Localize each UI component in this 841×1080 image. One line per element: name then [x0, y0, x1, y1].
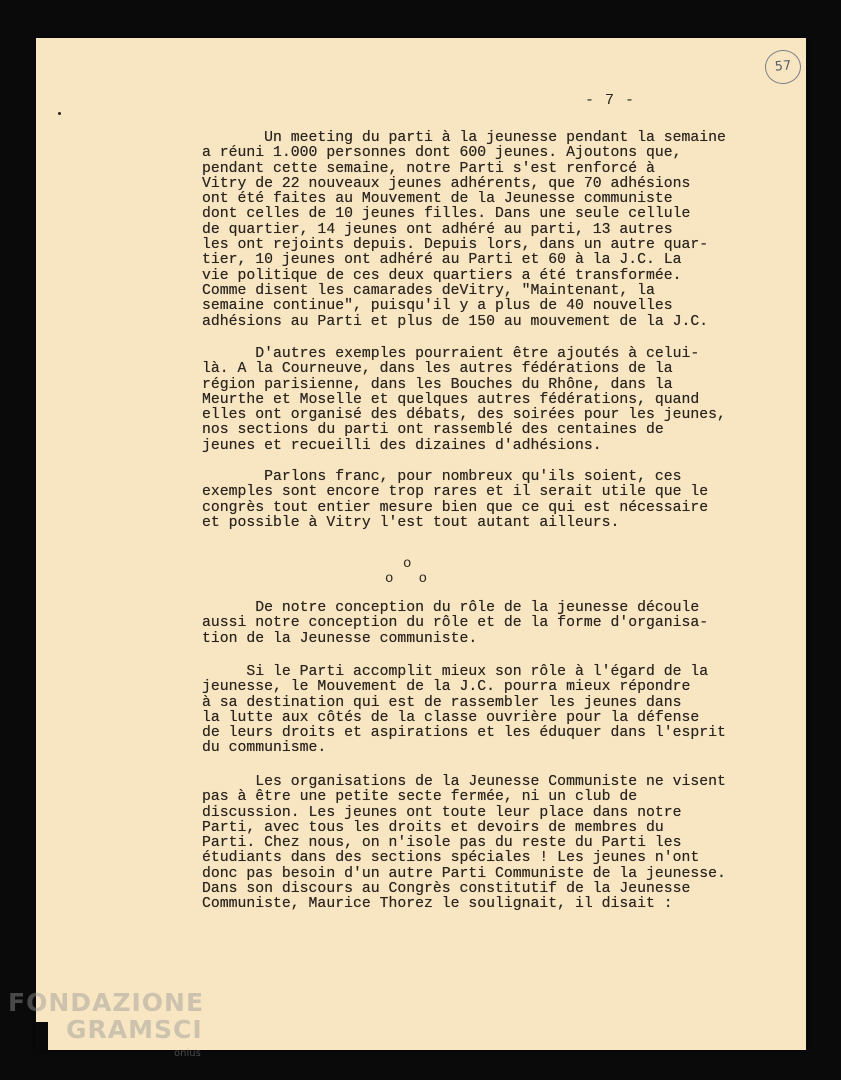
archive-stamp: 57 — [764, 49, 802, 85]
text-line: exemples sont encore trop rares et il serait utile que le — [202, 484, 709, 501]
watermark-line-1: FONDAZIONE — [8, 988, 205, 1017]
separator-top-mark: o — [403, 556, 412, 572]
archive-watermark — [8, 988, 205, 1059]
text-line: Parti, avec tous les droits et devoirs de membres du — [202, 819, 664, 836]
text-line: adhésions au Parti et plus de 150 au mouvement de la J.C. — [202, 313, 709, 330]
text-line: elles ont organisé des débats, des soirées pour les jeunes, — [202, 407, 726, 424]
text-line: aussi notre conception du rôle et de la forme d'organisa- — [202, 615, 709, 632]
text-line: jeunes et recueilli des dizaines d'adhésions. — [202, 437, 602, 454]
text-line: Les organisations de la Jeunesse Communiste ne visent — [202, 774, 726, 790]
text-line: pendant cette semaine, notre Parti s'est renforcé à — [202, 160, 655, 177]
text-line: à sa destination qui est de rassembler les jeunes dans — [202, 694, 682, 711]
text-line: la lutte aux côtés de la classe ouvrière pour la défense — [202, 709, 700, 726]
text-line: Comme disent les camarades deVitry, "Maintenant, la — [202, 282, 655, 299]
text-line: Meurthe et Moselle et quelques autres fédérations, quand — [202, 391, 700, 408]
text-line: Vitry de 22 nouveaux jeunes adhérents, que 70 adhésions — [202, 175, 691, 192]
paragraph-meeting — [202, 131, 768, 330]
text-line: de leurs droits et aspirations et les éduquer dans l'esprit — [202, 725, 726, 742]
text-line: nos sections du parti ont rassemblé des centaines de — [202, 422, 664, 439]
ink-speck — [58, 112, 61, 115]
text-line: a réuni 1.000 personnes dont 600 jeunes. Ajoutons que, — [202, 145, 682, 162]
text-line: pas à être une petite secte fermée, ni un club de — [202, 789, 638, 806]
page-number: - 7 - — [585, 92, 636, 109]
text-line: Parlons franc, pour nombreux qu'ils soient, ces — [202, 469, 682, 485]
text-line: là. A la Courneuve, dans les autres fédérations de la — [202, 361, 673, 378]
text-line: Dans son discours au Congrès constitutif de la Jeunesse — [202, 881, 691, 898]
text-line: ont été faites au Mouvement de la Jeunesse communiste — [202, 191, 673, 208]
text-line: vie politique de ces deux quartiers a été transformée. — [202, 267, 682, 284]
watermark-suffix: onlus — [174, 1048, 201, 1059]
text-line: de quartier, 14 jeunes ont adhéré au parti, 13 autres — [202, 221, 673, 238]
text-line: donc pas besoin d'un autre Parti Communiste de la jeunesse. — [202, 865, 726, 882]
paragraph-organisations — [202, 775, 768, 913]
separator-bottom-marks: o o — [385, 571, 428, 587]
text-line: du communisme. — [202, 740, 327, 757]
text-line: De notre conception du rôle de la jeunesse découle — [202, 600, 700, 616]
watermark-line-2: GRAMSCI — [66, 1015, 203, 1044]
text-line: tier, 10 jeunes ont adhéré au Parti et 60 à la J.C. La — [202, 252, 682, 269]
text-line: D'autres exemples pourraient être ajoutés à celui- — [202, 346, 700, 362]
text-line: Parti. Chez nous, on n'isole pas du reste du Parti les — [202, 835, 682, 852]
text-line: tion de la Jeunesse communiste. — [202, 630, 478, 647]
text-line: et possible à Vitry l'est tout autant ailleurs. — [202, 514, 620, 531]
text-line: les ont rejoints depuis. Depuis lors, dans un autre quar- — [202, 237, 709, 254]
text-line: discussion. Les jeunes ont toute leur place dans notre — [202, 804, 682, 821]
text-line: Communiste, Maurice Thorez le soulignait, il disait : — [202, 896, 673, 913]
text-line: semaine continue", puisqu'il y a plus de 40 nouvelles — [202, 298, 673, 315]
paragraph-role-parti — [202, 665, 768, 757]
text-line: jeunesse, le Mouvement de la J.C. pourra mieux répondre — [202, 679, 691, 696]
text-line: dont celles de 10 jeunes filles. Dans une seule cellule — [202, 206, 691, 223]
paragraph-conception — [202, 601, 768, 647]
paragraph-autres-exemples — [202, 347, 768, 454]
text-line: congrès tout entier mesure bien que ce qui est nécessaire — [202, 499, 709, 516]
text-line: étudiants dans des sections spéciales ! Les jeunes n'ont — [202, 850, 700, 867]
text-line: région parisienne, dans les Bouches du Rhône, dans la — [202, 376, 673, 393]
text-line: Un meeting du parti à la jeunesse pendant la semaine — [202, 130, 726, 146]
text-line: Si le Parti accomplit mieux son rôle à l'égard de la — [202, 664, 709, 680]
paragraph-parlons-franc — [202, 470, 768, 531]
